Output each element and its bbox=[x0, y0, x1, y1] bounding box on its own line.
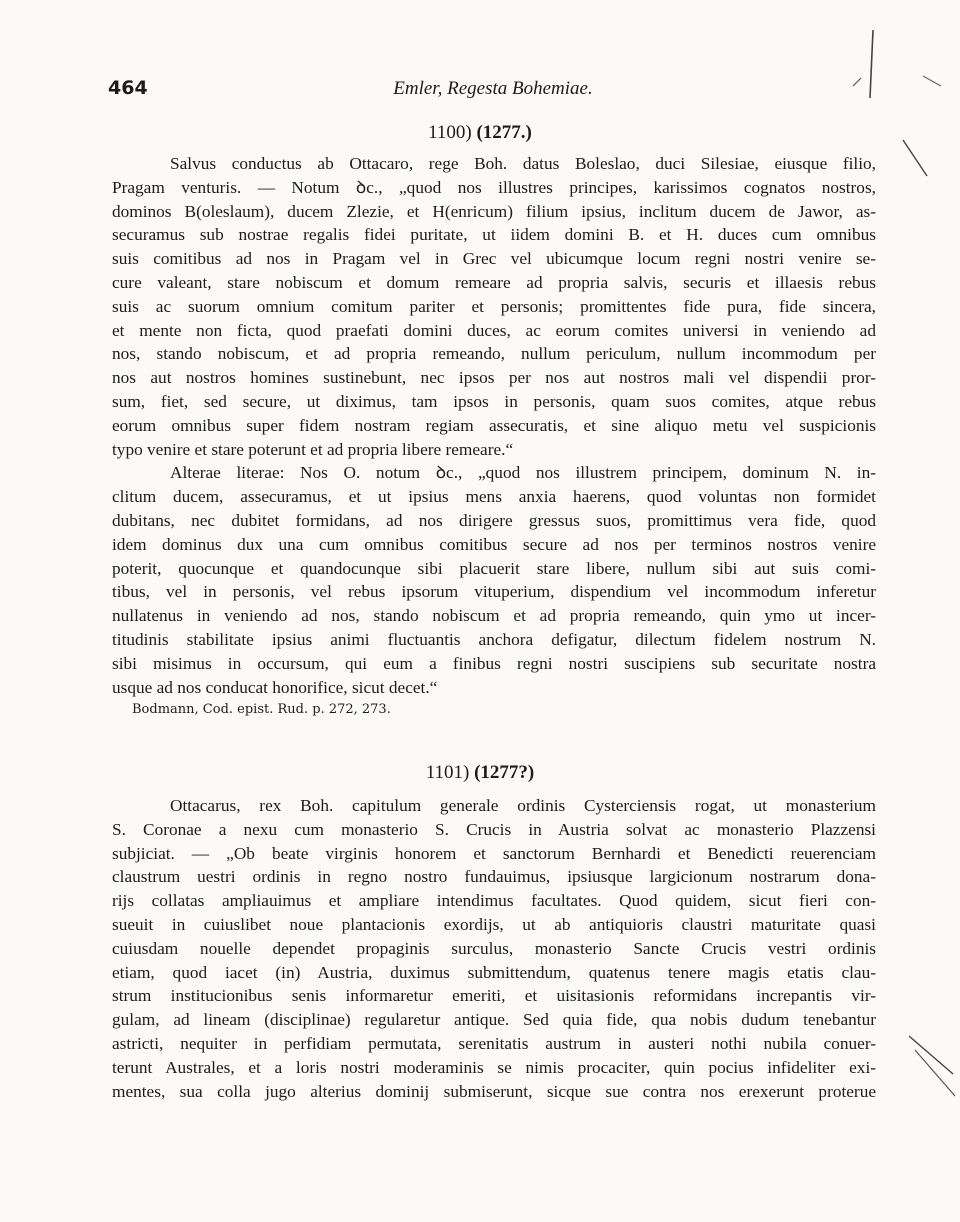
text-line: Salvus conductus ab Ottacaro, rege Boh. datus Boleslao, duci Silesiae, eiusque filio, bbox=[170, 154, 876, 173]
text-line: sibi misimus in occursum, qui eum a finibus regni nostri suscipiens sub securitate nostra bbox=[112, 653, 876, 673]
text-line: S. Coronae a nexu cum monasterio S. Crucis in Austria solvat ac monasterio Plazzensi bbox=[112, 819, 876, 839]
text-line: usque ad nos conducat honorifice, sicut decet.“ bbox=[112, 677, 438, 697]
text-line: nullatenus in veniendo ad nos, stando nobiscum et ad propria remeando, quin ymo ut incer- bbox=[112, 606, 876, 626]
text-line: clitum ducem, assecuramus, et ut ipsius mens anxia haerens, quod voluntas non formidet bbox=[112, 487, 876, 507]
entry-text-1101 bbox=[112, 794, 876, 1103]
running-head bbox=[108, 77, 878, 107]
text-line: rijs collatas ampliauimus et ampliare intendimus facultates. Quod quidem, sicut fieri con- bbox=[112, 891, 876, 911]
running-title: Emler, Regesta Bohemiae. bbox=[393, 78, 593, 99]
text-line: subjiciat. — „Ob beate virginis honorem et sanctorum Bernhardi et Benedicti reuerenciam bbox=[112, 843, 876, 863]
text-line: dominos B(oleslaum), ducem Zlezie, et H(enricum) filium ipsius, inclitum ducem de Jawor, as- bbox=[112, 201, 876, 221]
entry-number: 1101) bbox=[425, 762, 470, 783]
text-line: idem dominus dux una cum omnibus comitibus secure ad nos per terminos nostros venire bbox=[112, 534, 876, 554]
text-line: claustrum uestri ordinis in regno nostro fundauimus, ipsiusque largicionum nostrarum dona- bbox=[112, 867, 876, 887]
text-line: tibus, vel in personis, vel rebus ipsorum vituperium, dispendium vel incommodum inferetur bbox=[112, 582, 876, 602]
pencil-mark-top-right bbox=[845, 28, 960, 188]
text-line: poterit, quocunque et quandocunque sibi placuerit stare libere, nullum sibi aut suis comi- bbox=[112, 558, 876, 578]
text-line: et mente non ficta, quod praefati domini duces, ac eorum comites universi in veniendo ad bbox=[112, 320, 876, 340]
text-line: typo venire et stare poterunt et ad propria libere remeare.“ bbox=[112, 439, 514, 459]
entry-heading-1100 bbox=[0, 122, 960, 144]
entry-year: (1277.) bbox=[476, 122, 532, 143]
text-line: eorum omnibus super fidem nostram regiam assecuratis, et sine aliquo metu vel suspicionis bbox=[112, 415, 876, 435]
text-line: Ottacarus, rex Boh. capitulum generale ordinis Cysterciensis rogat, ut monasterium bbox=[170, 796, 876, 815]
text-line: terunt Australes, et a loris nostri moderaminis se nimis procaciter, quin pocius infideliter exi- bbox=[112, 1057, 876, 1077]
text-line: nos aut nostros homines sustinebunt, nec ipsos per nos aut nostros mali vel dispendii pror- bbox=[112, 368, 876, 388]
text-line: suis ac suorum omnium comitum pariter et personis; promittentes fide pura, fide sincera, bbox=[112, 296, 876, 316]
entry-number: 1100) bbox=[428, 122, 472, 143]
text-line: astricti, nequiter in perfidiam permutata, serenitatis austrum in austeri nothi nubila conuer- bbox=[112, 1033, 876, 1053]
text-line: securamus sub nostrae regalis fidei puritate, ut iidem domini B. et H. duces cum omnibus bbox=[112, 225, 876, 245]
text-line: suis comitibus ad nos in Pragam vel in Grec vel ubicumque locum regni nostri venire se- bbox=[112, 249, 876, 269]
entry-year: (1277?) bbox=[474, 762, 535, 783]
text-line: dubitans, nec dubitet formidans, ad nos dirigere gressus suos, promittimus vera fide, quod bbox=[112, 510, 876, 530]
text-line: nos, stando nobiscum, et ad propria remeando, nullum periculum, nullum incommodum per bbox=[112, 344, 876, 364]
text-line: etiam, quod iacet (in) Austria, duximus submittendum, quatenus tenere magis etatis clau- bbox=[112, 962, 876, 982]
text-line: gulam, ad lineam (disciplinae) regularetur antique. Sed quia fide, qua nobis dudum tenebantur bbox=[112, 1010, 876, 1030]
text-line: sum, fiet, sed secure, ut diximus, tam ipsos in personis, quam suos comites, atque rebus bbox=[112, 391, 876, 411]
page-number: 464 bbox=[108, 77, 148, 99]
text-line: titudinis stabilitate ipsius animi fluctuantis anchora defigatur, dilectum fidelem nostrum N. bbox=[112, 629, 876, 649]
text-line: cuiusdam nouelle dependet propaginis surculus, monasterio Sancte Crucis vestri ordinis bbox=[112, 938, 876, 958]
pencil-mark-bottom-right bbox=[905, 1030, 960, 1110]
entry-text-1100 bbox=[112, 152, 876, 721]
text-line: cure valeant, stare nobiscum et domum remeare ad propria salvis, securis et illaesis rebus bbox=[112, 272, 876, 292]
source-citation: Bodmann, Cod. epist. Rud. p. 272, 273. bbox=[132, 702, 391, 718]
text-line: mentes, sua colla jugo alterius dominij submiserunt, sicque sue contra nos erexerunt proterue bbox=[112, 1081, 876, 1101]
text-line: Alterae literae: Nos O. notum ꝺc., „quod nos illustrem principem, dominum N. in- bbox=[170, 463, 876, 483]
text-line: strum institucionibus senis informaretur emeriti, et uisitasionis reformidans increpantis vir- bbox=[112, 986, 876, 1006]
text-line: Pragam venturis. — Notum ꝺc., „quod nos illustres principes, karissimos cognatos nostros, bbox=[112, 177, 876, 197]
entry-heading-1101 bbox=[0, 762, 960, 784]
text-line: sueuit in cuiuslibet noue plantacionis exordijs, ut ab antiquioris claustri maturitate quasi bbox=[112, 914, 876, 934]
